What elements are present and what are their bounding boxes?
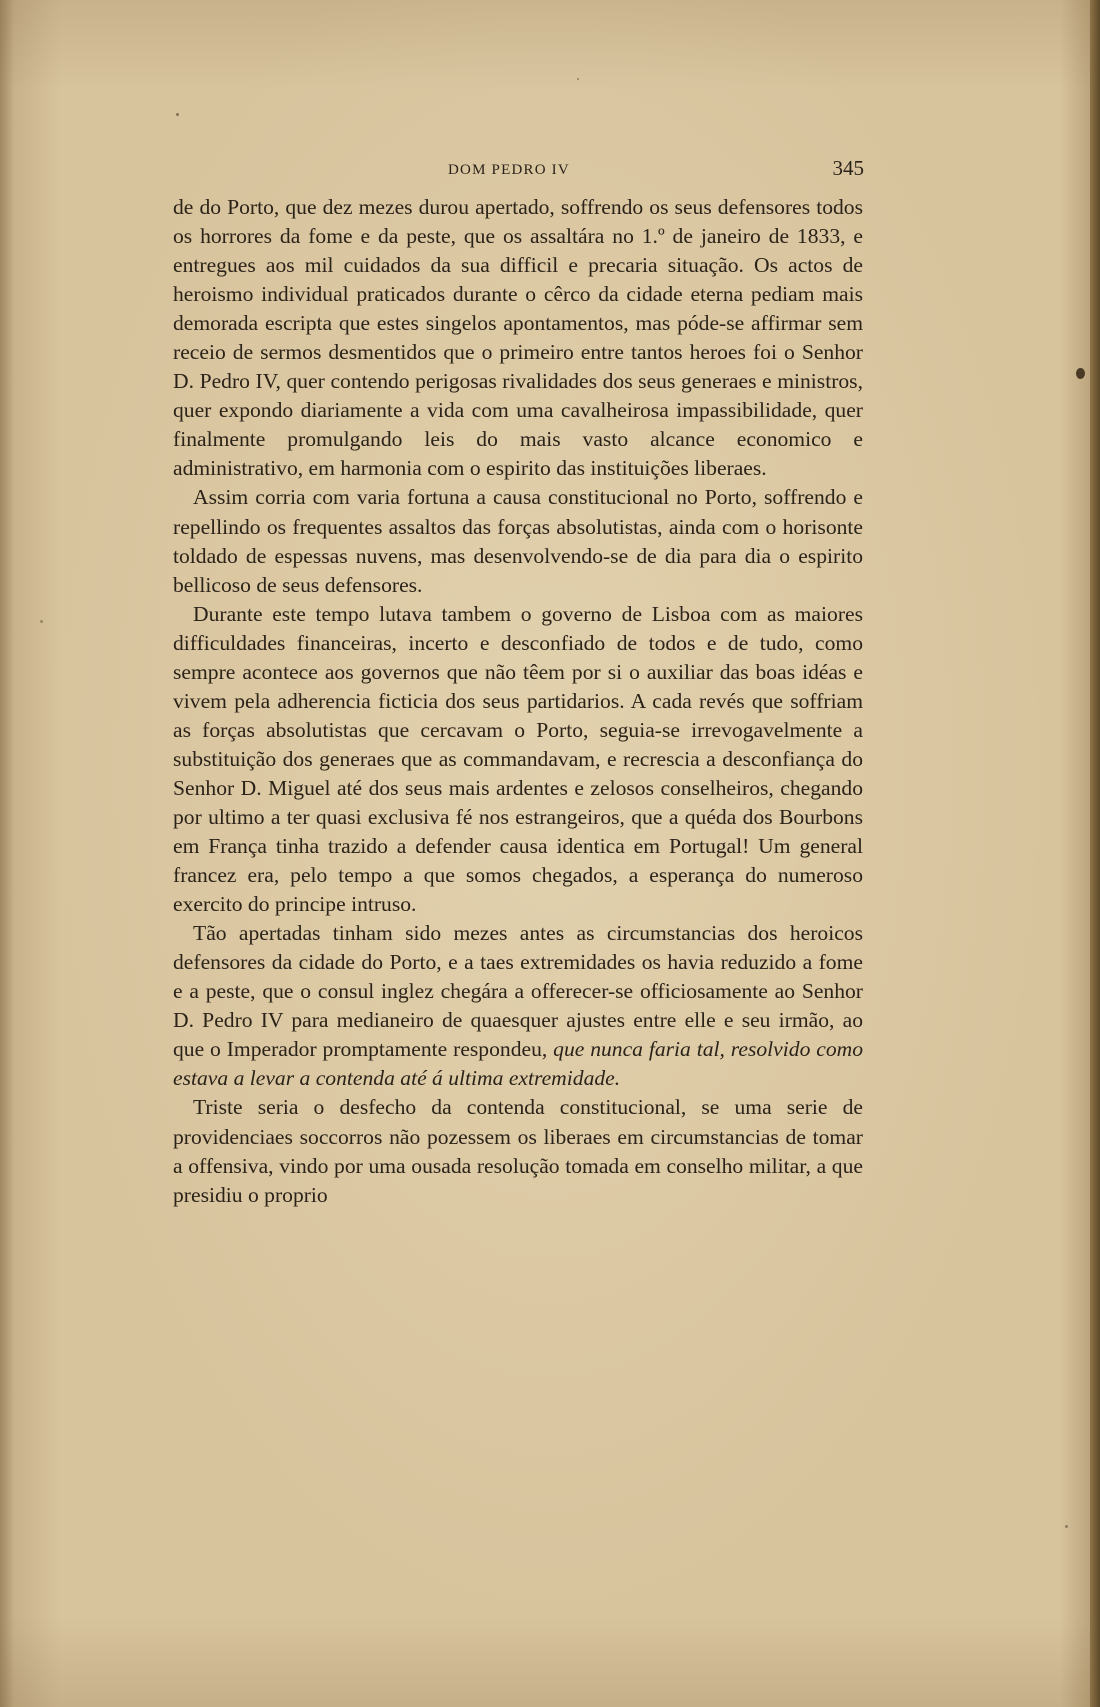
ink-speck [176,113,179,116]
imperador-reply-italic: que nunca faria tal, resolvido como estava a levar a contenda até á ultima extremidade. [173,1037,864,1091]
paragraph-4-text: Tão apertadas tinham sido mezes antes as circumstancias dos heroicos defensores da cidade do Porto, e a taes extremidades os havia reduzido a fome e a peste, que o consul inglez chegára a offerecer-se officiosamente ao Senhor D. Pedro IV para medianeiro de quaesquer ajustes entre elle e seu irmão, ao que o Imperador promptamente respondeu, [173,921,863,1062]
page-header [172,156,864,184]
binding-shadow [0,0,14,1707]
paragraph-1: de do Porto, que dez mezes durou apertado, soffrendo os seus defensores todos os horrores da fome e da peste, que os assaltára no 1.º de janeiro de 1833, e entregues aos mil cuidados da sua difficil e precaria situação. Os actos de heroismo individual praticados durante o cêrco da cidade eterna pediam mais demorada escripta que estes singelos apontamentos, mas póde-se affirmar sem receio de sermos desmentidos que o primeiro entre tantos heroes foi o Senhor D. Pedro IV, quer contendo perigosas rivalidades dos seus generaes e ministros, quer expondo diariamente a vida com uma cavalheirosa impassibilidade, quer finalmente promulgando leis do mais vasto alcance economico e administrativo, em harmonia com o espirito das instituições liberaes. [173,195,863,481]
page-number: 345 [832,156,864,180]
paragraph-3: Durante este tempo lutava tambem o governo de Lisboa com as maiores difficuldades financeiras, incerto e desconfiado de todos e de tudo, como sempre acontece aos governos que não têem por si o auxiliar das boas idéas e vivem pela adherencia ficticia dos seus partidarios. A cada revés que soffriam as forças absolutistas que cercavam o Porto, seguia-se irrevogavelmente a substituição dos generaes que as commandavam, e recrescia a desconfiança do Senhor D. Miguel até dos seus mais ardentes e zelosos conselheiros, chegando por ultimo a ter quasi exclusiva fé nos estrangeiros, que a quéda dos Bourbons em França tinha trazido a defender causa identica em Portugal! Um general francez era, pelo tempo a que somos chegados, a esperança do numeroso exercito do principe intruso. [173,601,863,917]
running-title: DOM PEDRO IV [448,162,570,178]
ink-speck [577,78,579,80]
ink-speck [40,620,43,623]
paragraph-2: Assim corria com varia fortuna a causa constitucional no Porto, soffrendo e repellindo os frequentes assaltos das forças absolutistas, ainda com o horisonte toldado de espessas nuvens, mas desenvolvendo-se de dia para dia o espirito bellicoso de seus defensores. [173,485,863,597]
paragraph-5: Triste seria o desfecho da contenda constitucional, se uma serie de providenciaes soccorros não pozessem os liberaes em circumstancias de tomar a offensiva, vindo por uma ousada resolução tomada em conselho militar, a que presidiu o proprio [173,1095,863,1207]
ink-speck [1065,1525,1068,1528]
paragraph-4 [173,919,863,1093]
page-edge [1090,0,1100,1707]
ink-speck [1076,368,1085,379]
body-text [173,193,863,1210]
